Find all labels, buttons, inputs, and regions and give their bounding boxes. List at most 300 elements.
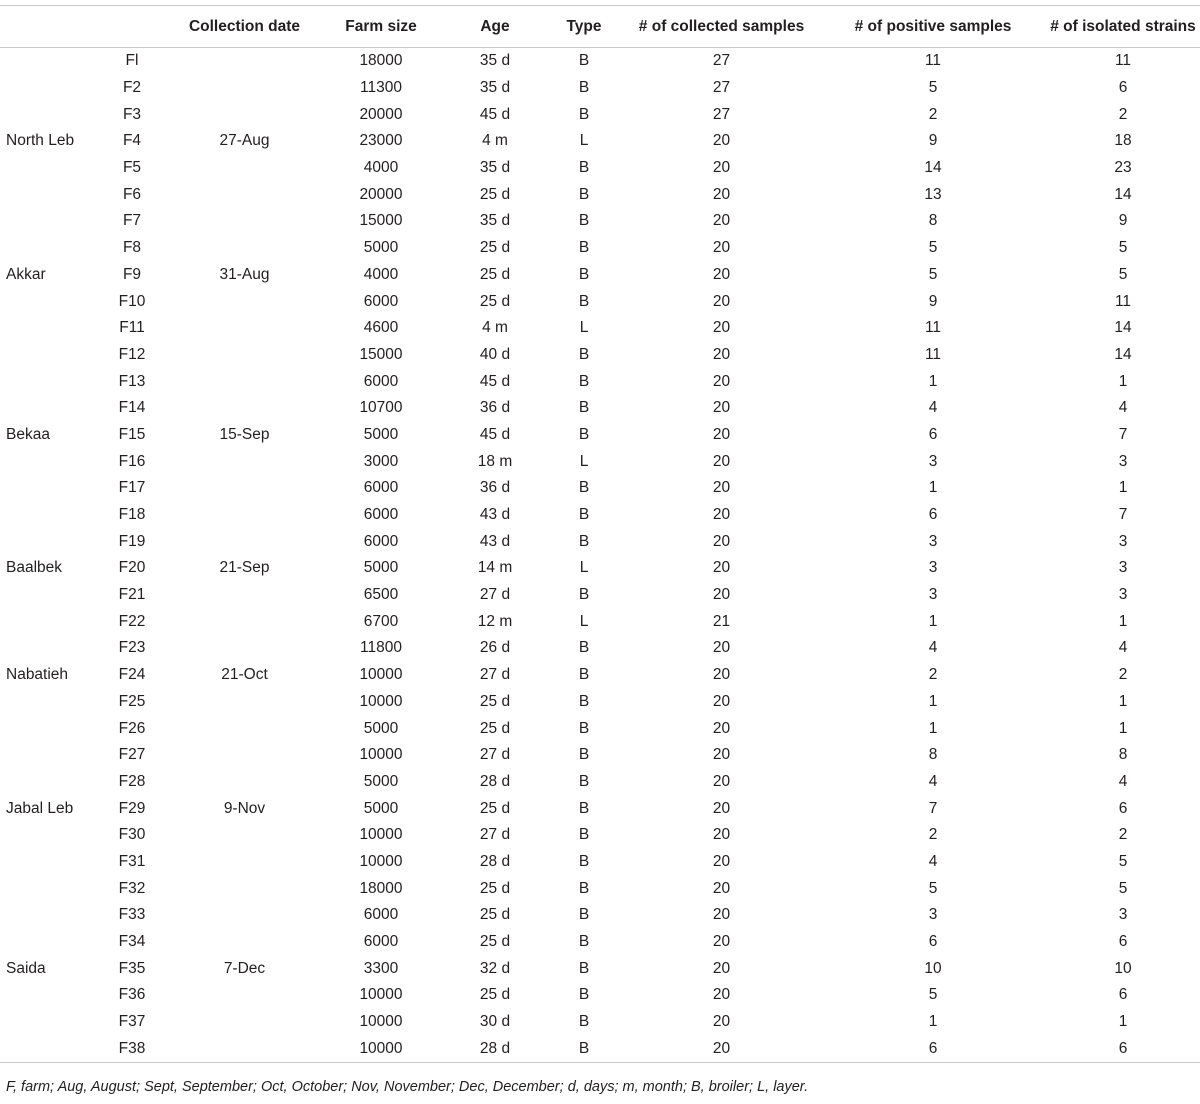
region-cell <box>0 689 92 716</box>
collection-date-cell <box>172 929 317 956</box>
collection-date-cell: 21-Sep <box>219 559 270 577</box>
collection-date-cell <box>172 582 317 609</box>
collection-date-cell <box>172 715 317 742</box>
type-cell: B <box>578 586 590 604</box>
collected-samples-cell: 20 <box>712 452 731 470</box>
collection-date-cell <box>172 608 317 635</box>
table-row <box>0 528 1200 555</box>
table-row <box>0 795 1200 822</box>
farm-size-cell: 6000 <box>363 372 399 390</box>
farm-size-cell: 4000 <box>363 159 399 177</box>
farm-cell: F28 <box>118 772 146 790</box>
age-cell: 25 d <box>479 799 511 817</box>
type-cell: B <box>578 105 590 123</box>
region-cell <box>0 635 92 662</box>
collected-samples-cell: 20 <box>712 212 731 230</box>
isolated-strains-cell: 10 <box>1114 959 1132 977</box>
region-cell <box>0 742 92 769</box>
isolated-strains-cell: 7 <box>1118 425 1128 443</box>
farm-size-cell: 5000 <box>363 772 399 790</box>
farm-cell: F21 <box>118 586 146 604</box>
region-cell <box>0 155 92 182</box>
table-row <box>0 662 1200 689</box>
farm-cell: F31 <box>118 852 146 870</box>
farm-cell: F38 <box>92 1035 172 1062</box>
positive-samples-cell: 13 <box>924 185 942 203</box>
isolated-strains-cell: 9 <box>1118 212 1128 230</box>
isolated-strains-cell: 6 <box>1118 933 1128 951</box>
farm-cell: F18 <box>118 506 146 524</box>
farm-cell: F16 <box>118 452 146 470</box>
table-body <box>0 48 1200 1063</box>
header-isolated-strains: # of isolated strains <box>1046 6 1200 48</box>
collection-date-cell <box>172 288 317 315</box>
farm-size-cell: 11300 <box>360 79 402 97</box>
age-cell: 43 d <box>479 506 511 524</box>
table-row <box>0 608 1200 635</box>
collection-date-cell <box>172 235 317 262</box>
farm-cell: F15 <box>118 425 146 443</box>
header-positive-samples: # of positive samples <box>820 6 1046 48</box>
table-row <box>0 448 1200 475</box>
type-cell: B <box>578 79 590 97</box>
collected-samples-cell: 20 <box>712 1013 731 1031</box>
type-cell: L <box>579 612 589 630</box>
region-cell <box>0 982 92 1009</box>
age-cell: 35 d <box>479 79 511 97</box>
age-cell: 36 d <box>479 399 511 417</box>
positive-samples-cell: 5 <box>928 79 938 97</box>
isolated-strains-cell: 23 <box>1114 159 1132 177</box>
farm-size-cell: 10000 <box>359 692 403 710</box>
age-cell: 35 d <box>479 52 511 70</box>
table-row <box>0 422 1200 449</box>
table-row <box>0 315 1200 342</box>
positive-samples-cell: 8 <box>928 746 938 764</box>
region-cell <box>0 849 92 876</box>
isolated-strains-cell: 6 <box>1046 1035 1200 1062</box>
collected-samples-cell: 20 <box>712 292 731 310</box>
farm-cell: F14 <box>118 399 146 417</box>
farm-size-cell: 5000 <box>363 799 399 817</box>
age-cell: 40 d <box>479 345 511 363</box>
collected-samples-cell: 20 <box>712 265 731 283</box>
collection-date-cell <box>172 1009 317 1036</box>
positive-samples-cell: 1 <box>928 372 938 390</box>
farm-sampling-table <box>0 5 1200 1063</box>
type-cell: B <box>578 345 590 363</box>
region-cell: Baalbek <box>6 559 63 577</box>
positive-samples-cell: 11 <box>924 319 942 337</box>
table-row <box>0 235 1200 262</box>
age-cell: 35 d <box>479 212 511 230</box>
age-cell: 30 d <box>479 1013 511 1031</box>
farm-size-cell: 10000 <box>359 852 403 870</box>
collected-samples-cell: 27 <box>712 105 731 123</box>
header-region <box>0 6 92 48</box>
region-cell <box>0 48 92 75</box>
collected-samples-cell: 20 <box>712 319 731 337</box>
type-cell: B <box>578 399 590 417</box>
type-cell: B <box>578 506 590 524</box>
region-cell <box>0 608 92 635</box>
region-cell: Akkar <box>6 265 46 283</box>
farm-cell: F23 <box>118 639 146 657</box>
region-cell: Nabatieh <box>6 666 69 684</box>
collection-date-cell: 15-Sep <box>219 425 270 443</box>
isolated-strains-cell: 11 <box>1114 292 1132 310</box>
table-row <box>0 342 1200 369</box>
type-cell: B <box>578 986 590 1004</box>
positive-samples-cell: 6 <box>928 933 938 951</box>
region-cell <box>0 902 92 929</box>
age-cell: 25 d <box>479 986 511 1004</box>
type-cell: B <box>578 212 590 230</box>
positive-samples-cell: 6 <box>928 425 938 443</box>
table-row <box>0 475 1200 502</box>
collected-samples-cell: 20 <box>712 906 731 924</box>
age-cell: 43 d <box>479 532 511 550</box>
positive-samples-cell: 4 <box>928 852 938 870</box>
collected-samples-cell: 20 <box>712 185 731 203</box>
farm-size-cell: 3300 <box>363 959 399 977</box>
farm-size-cell: 20000 <box>359 185 403 203</box>
isolated-strains-cell: 3 <box>1118 452 1128 470</box>
collected-samples-cell: 20 <box>712 479 731 497</box>
isolated-strains-cell: 3 <box>1118 906 1128 924</box>
farm-cell: F17 <box>118 479 146 497</box>
isolated-strains-cell: 1 <box>1118 479 1128 497</box>
type-cell: L <box>579 132 589 150</box>
age-cell: 12 m <box>477 612 513 630</box>
region-cell <box>0 929 92 956</box>
farm-cell: F37 <box>118 1013 146 1031</box>
type-cell: B <box>578 479 590 497</box>
isolated-strains-cell: 7 <box>1118 506 1128 524</box>
header-collected-samples: # of collected samples <box>623 6 820 48</box>
positive-samples-cell: 6 <box>820 1035 1046 1062</box>
isolated-strains-cell: 1 <box>1118 719 1128 737</box>
farm-size-cell: 5000 <box>363 425 399 443</box>
farm-size-cell: 10000 <box>359 826 403 844</box>
farm-cell: F7 <box>122 212 142 230</box>
farm-cell: F9 <box>122 265 142 283</box>
collected-samples-cell: 20 <box>712 799 731 817</box>
table-row <box>0 502 1200 529</box>
collected-samples-cell: 20 <box>712 959 731 977</box>
positive-samples-cell: 5 <box>928 239 938 257</box>
age-cell: 45 d <box>479 105 511 123</box>
table-row <box>0 181 1200 208</box>
table-row <box>0 635 1200 662</box>
table-row <box>0 849 1200 876</box>
collected-samples-cell: 20 <box>712 586 731 604</box>
farm-cell: F13 <box>118 372 146 390</box>
collected-samples-cell: 20 <box>712 425 731 443</box>
farm-size-cell: 10700 <box>359 399 403 417</box>
farm-cell: F34 <box>118 933 146 951</box>
collection-date-cell <box>172 448 317 475</box>
collected-samples-cell: 20 <box>712 559 731 577</box>
type-cell: L <box>579 559 589 577</box>
farm-cell: F25 <box>118 692 146 710</box>
positive-samples-cell: 5 <box>928 879 938 897</box>
table-header-row <box>0 6 1200 48</box>
age-cell: 27 d <box>479 586 511 604</box>
positive-samples-cell: 4 <box>928 639 938 657</box>
farm-cell: F19 <box>118 532 146 550</box>
age-cell: 27 d <box>479 666 511 684</box>
table-row <box>0 955 1200 982</box>
collection-date-cell <box>172 528 317 555</box>
collected-samples-cell: 20 <box>712 532 731 550</box>
isolated-strains-cell: 14 <box>1114 185 1132 203</box>
isolated-strains-cell: 5 <box>1118 265 1128 283</box>
farm-size-cell: 5000 <box>363 559 399 577</box>
table-row <box>0 395 1200 422</box>
age-cell: 25 d <box>479 265 511 283</box>
isolated-strains-cell: 18 <box>1114 132 1132 150</box>
collected-samples-cell: 20 <box>712 772 731 790</box>
region-cell <box>0 395 92 422</box>
collection-date-cell <box>172 155 317 182</box>
header-age: Age <box>445 6 545 48</box>
isolated-strains-cell: 2 <box>1118 826 1128 844</box>
positive-samples-cell: 3 <box>928 452 938 470</box>
type-cell: B <box>578 159 590 177</box>
region-cell: Jabal Leb <box>6 799 74 817</box>
age-cell: 45 d <box>479 425 511 443</box>
type-cell: B <box>578 852 590 870</box>
type-cell: B <box>578 52 590 70</box>
age-cell: 25 d <box>479 692 511 710</box>
collected-samples-cell: 27 <box>712 79 731 97</box>
table-row <box>0 875 1200 902</box>
farm-size-cell: 3000 <box>363 452 399 470</box>
type-cell: B <box>578 639 590 657</box>
type-cell: B <box>578 1013 590 1031</box>
collection-date-cell <box>172 395 317 422</box>
positive-samples-cell: 9 <box>928 132 938 150</box>
type-cell: L <box>579 319 589 337</box>
region-cell <box>0 75 92 102</box>
collected-samples-cell: 20 <box>712 692 731 710</box>
positive-samples-cell: 11 <box>924 52 942 70</box>
farm-cell: F2 <box>122 79 142 97</box>
age-cell: 27 d <box>479 746 511 764</box>
isolated-strains-cell: 5 <box>1118 852 1128 870</box>
collection-date-cell <box>172 208 317 235</box>
collected-samples-cell: 27 <box>712 52 731 70</box>
collection-date-cell <box>172 75 317 102</box>
farm-size-cell: 11800 <box>360 639 402 657</box>
table-footnote: F, farm; Aug, August; Sept, September; Oct, October; Nov, November; Dec, December; d, days; m, month; B, broiler; L, layer. <box>6 1079 809 1095</box>
table-row <box>0 75 1200 102</box>
collection-date-cell: 9-Nov <box>223 799 266 817</box>
farm-size-cell: 10000 <box>317 1035 445 1062</box>
collection-date-cell: 31-Aug <box>219 265 270 283</box>
farm-size-cell: 6000 <box>363 479 399 497</box>
farm-cell: Fl <box>125 52 139 70</box>
type-cell: B <box>578 239 590 257</box>
farm-size-cell: 10000 <box>359 1013 403 1031</box>
farm-size-cell: 4000 <box>363 265 399 283</box>
farm-size-cell: 6000 <box>363 933 399 951</box>
type-cell: B <box>578 933 590 951</box>
type-cell: B <box>578 879 590 897</box>
age-cell: 45 d <box>479 372 511 390</box>
farm-size-cell: 15000 <box>359 212 403 230</box>
region-cell <box>0 822 92 849</box>
type-cell: B <box>578 666 590 684</box>
type-cell: B <box>578 265 590 283</box>
header-type: Type <box>545 6 623 48</box>
age-cell: 18 m <box>477 452 513 470</box>
collected-samples-cell: 20 <box>712 826 731 844</box>
collected-samples-cell: 20 <box>712 719 731 737</box>
age-cell: 28 d <box>479 772 511 790</box>
farm-size-cell: 6000 <box>363 532 399 550</box>
farm-size-cell: 6000 <box>363 292 399 310</box>
region-cell <box>0 528 92 555</box>
region-cell <box>0 288 92 315</box>
collected-samples-cell: 20 <box>712 159 731 177</box>
table-row <box>0 101 1200 128</box>
table-row <box>0 368 1200 395</box>
isolated-strains-cell: 2 <box>1118 666 1128 684</box>
age-cell: 25 d <box>479 185 511 203</box>
region-cell <box>0 208 92 235</box>
farm-cell: F12 <box>118 345 146 363</box>
farm-size-cell: 10000 <box>359 986 403 1004</box>
table-row <box>0 48 1200 75</box>
region-cell <box>0 342 92 369</box>
region-cell: North Leb <box>6 132 75 150</box>
collected-samples-cell: 20 <box>712 372 731 390</box>
positive-samples-cell: 14 <box>924 159 942 177</box>
positive-samples-cell: 7 <box>928 799 938 817</box>
region-cell <box>0 235 92 262</box>
type-cell: L <box>579 452 589 470</box>
type-cell: B <box>578 959 590 977</box>
farm-cell: F36 <box>118 986 146 1004</box>
type-cell: B <box>578 719 590 737</box>
table-row <box>0 128 1200 155</box>
farm-size-cell: 20000 <box>359 105 403 123</box>
region-cell <box>0 1035 92 1062</box>
type-cell: B <box>545 1035 623 1062</box>
isolated-strains-cell: 3 <box>1118 532 1128 550</box>
positive-samples-cell: 1 <box>928 719 938 737</box>
collected-samples-cell: 20 <box>712 666 731 684</box>
positive-samples-cell: 3 <box>928 586 938 604</box>
collection-date-cell: 7-Dec <box>223 959 266 977</box>
collected-samples-cell: 20 <box>712 132 731 150</box>
positive-samples-cell: 1 <box>928 1013 938 1031</box>
isolated-strains-cell: 8 <box>1118 746 1128 764</box>
isolated-strains-cell: 5 <box>1118 879 1128 897</box>
positive-samples-cell: 3 <box>928 532 938 550</box>
region-cell <box>0 502 92 529</box>
farm-cell: F24 <box>118 666 146 684</box>
farm-size-cell: 18000 <box>359 52 403 70</box>
positive-samples-cell: 5 <box>928 986 938 1004</box>
table-row <box>0 288 1200 315</box>
farm-cell: F30 <box>118 826 146 844</box>
collection-date-cell <box>172 48 317 75</box>
type-cell: B <box>578 826 590 844</box>
type-cell: B <box>578 292 590 310</box>
farm-cell: F22 <box>118 612 146 630</box>
collection-date-cell <box>172 982 317 1009</box>
positive-samples-cell: 1 <box>928 692 938 710</box>
age-cell: 35 d <box>479 159 511 177</box>
region-cell <box>0 475 92 502</box>
age-cell: 36 d <box>479 479 511 497</box>
type-cell: B <box>578 906 590 924</box>
collection-date-cell <box>172 822 317 849</box>
farm-cell: F3 <box>122 105 142 123</box>
type-cell: B <box>578 799 590 817</box>
collection-date-cell <box>172 902 317 929</box>
table-row <box>0 902 1200 929</box>
farm-size-cell: 4600 <box>363 319 399 337</box>
farm-size-cell: 18000 <box>359 879 403 897</box>
farm-cell: F29 <box>118 799 146 817</box>
table-row <box>0 1009 1200 1036</box>
positive-samples-cell: 4 <box>928 399 938 417</box>
isolated-strains-cell: 3 <box>1118 586 1128 604</box>
isolated-strains-cell: 6 <box>1118 799 1128 817</box>
positive-samples-cell: 3 <box>928 906 938 924</box>
farm-size-cell: 23000 <box>359 132 403 150</box>
isolated-strains-cell: 11 <box>1114 52 1132 70</box>
collected-samples-cell: 20 <box>712 879 731 897</box>
positive-samples-cell: 1 <box>928 612 938 630</box>
header-farm <box>92 6 172 48</box>
positive-samples-cell: 2 <box>928 105 938 123</box>
collection-date-cell <box>172 368 317 395</box>
isolated-strains-cell: 3 <box>1118 559 1128 577</box>
region-cell: Bekaa <box>6 425 50 443</box>
type-cell: B <box>578 532 590 550</box>
collection-date-cell <box>172 635 317 662</box>
farm-cell: F4 <box>122 132 142 150</box>
region-cell <box>0 315 92 342</box>
table-row <box>0 1035 1200 1062</box>
positive-samples-cell: 1 <box>928 479 938 497</box>
age-cell: 4 m <box>482 319 508 337</box>
farm-size-cell: 10000 <box>359 666 403 684</box>
collected-samples-cell: 20 <box>623 1035 820 1062</box>
isolated-strains-cell: 5 <box>1118 239 1128 257</box>
table-row <box>0 715 1200 742</box>
farm-size-cell: 6500 <box>363 586 399 604</box>
positive-samples-cell: 3 <box>928 559 938 577</box>
isolated-strains-cell: 1 <box>1118 372 1128 390</box>
isolated-strains-cell: 4 <box>1118 772 1128 790</box>
collected-samples-cell: 21 <box>712 612 731 630</box>
farm-cell: F20 <box>118 559 146 577</box>
region-cell <box>0 1009 92 1036</box>
positive-samples-cell: 2 <box>928 666 938 684</box>
isolated-strains-cell: 1 <box>1118 1013 1128 1031</box>
header-collection-date: Collection date <box>172 6 317 48</box>
type-cell: B <box>578 692 590 710</box>
collection-date-cell <box>172 1035 317 1062</box>
age-cell: 25 d <box>479 292 511 310</box>
collection-date-cell <box>172 181 317 208</box>
